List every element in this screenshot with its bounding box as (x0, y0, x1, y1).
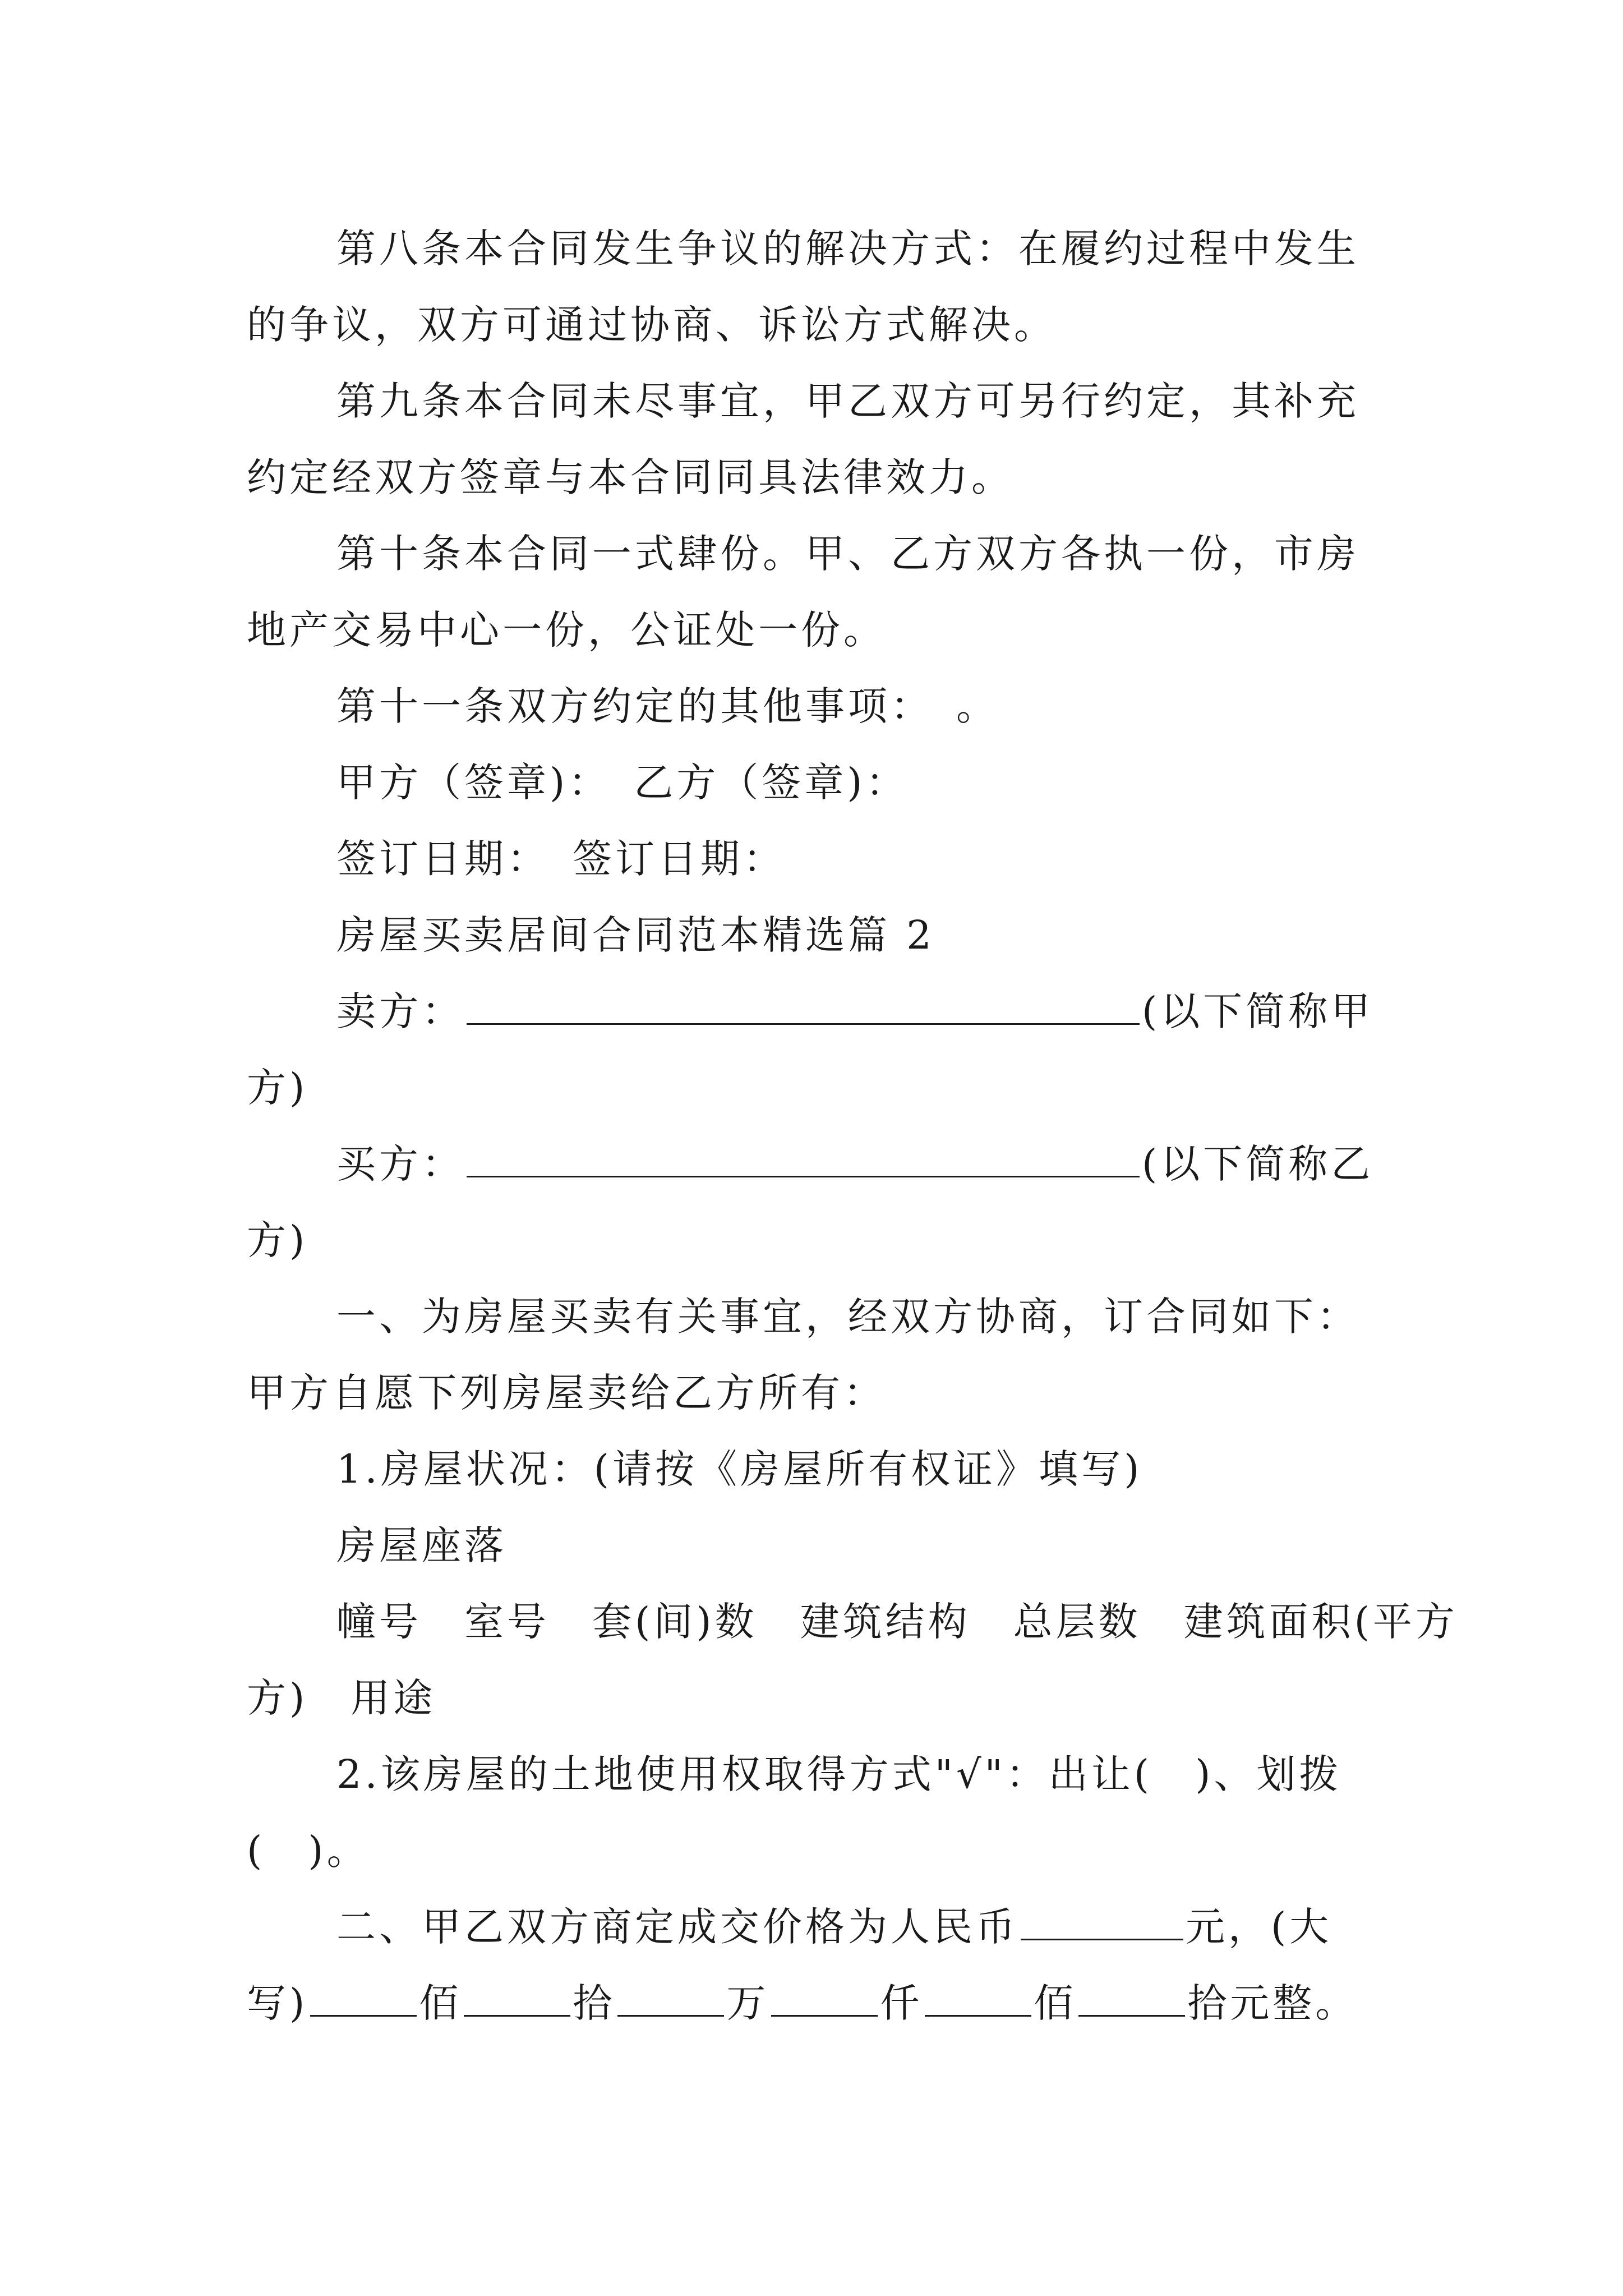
amount-blank (771, 1973, 878, 2017)
seller-suffix: (以下简称甲 (1142, 988, 1374, 1034)
article-10-line-2: 地产交易中心一份，公证处一份。 (247, 607, 886, 653)
unit-bai-1: 佰 (419, 1980, 462, 2026)
unit-shi: 拾 (573, 1980, 616, 2026)
seller-wrap: 方) (247, 1065, 308, 1111)
seller-name-blank (467, 982, 1140, 1025)
item-2-line-2: ( )。 (247, 1828, 370, 1874)
buyer-line (247, 1126, 1380, 1202)
buyer-label: 买方： (336, 1141, 464, 1187)
amount-blank (925, 1973, 1031, 2017)
amount-blank (1078, 1973, 1185, 2017)
seller-line (247, 973, 1380, 1050)
buyer-wrap: 方) (247, 1217, 308, 1263)
seller-label: 卖方： (336, 988, 464, 1034)
item-2-line-1: 2.该房屋的土地使用权取得方式"√"：出让( )、划拨 (336, 1751, 1342, 1797)
document-body (247, 210, 1458, 2041)
clause-2-line-1 (247, 1889, 1380, 1965)
price-blank (1021, 1897, 1183, 1940)
house-columns-line-1: 幢号 室号 套(间)数 建筑结构 总层数 建筑面积(平方 (336, 1599, 1458, 1645)
sign-date-line: 签订日期： 签订日期： (336, 836, 786, 882)
clause-1-line-2: 甲方自愿下列房屋卖给乙方所有： (247, 1370, 886, 1416)
article-11: 第十一条双方约定的其他事项： 。 (336, 683, 999, 729)
signature-line: 甲方（签章)： 乙方（签章)： (336, 760, 909, 806)
amount-blank (464, 1973, 570, 2017)
clause-1-line-1: 一、为房屋买卖有关事宜，经双方协商，订合同如下： (336, 1294, 1359, 1340)
clause-2-uppercase-label: 写) (247, 1980, 308, 2026)
buyer-suffix: (以下简称乙 (1142, 1141, 1374, 1187)
article-10-line-1: 第十条本合同一式肆份。甲、乙方双方各执一份，市房 (336, 531, 1359, 577)
clause-2-price-suffix: 元，(大 (1186, 1904, 1332, 1950)
clause-2-line-2 (247, 1965, 1380, 2041)
section-2-title: 房屋买卖居间合同范本精选篇 2 (336, 912, 935, 958)
article-8-line-2: 的争议，双方可通过协商、诉讼方式解决。 (247, 302, 1057, 348)
item-1-house-status: 1.房屋状况：(请按《房屋所有权证》填写) (336, 1446, 1143, 1492)
amount-blank (617, 1973, 724, 2017)
buyer-name-blank (467, 1134, 1140, 1177)
unit-bai-2: 佰 (1034, 1980, 1077, 2026)
article-8-line-1: 第八条本合同发生争议的解决方式：在履约过程中发生 (336, 226, 1359, 272)
unit-qian: 仟 (880, 1980, 923, 2026)
house-location: 房屋座落 (336, 1522, 507, 1568)
clause-2-end: 拾元整。 (1187, 1980, 1358, 2026)
unit-wan: 万 (726, 1980, 769, 2026)
clause-2-price-label: 二、甲乙双方商定成交价格为人民币 (336, 1904, 1018, 1950)
house-columns-line-2: 方) 用途 (247, 1675, 436, 1721)
article-9-line-2: 约定经双方签章与本合同同具法律效力。 (247, 454, 1014, 500)
article-9-line-1: 第九条本合同未尽事宜，甲乙双方可另行约定，其补充 (336, 378, 1359, 424)
amount-blank (310, 1973, 417, 2017)
